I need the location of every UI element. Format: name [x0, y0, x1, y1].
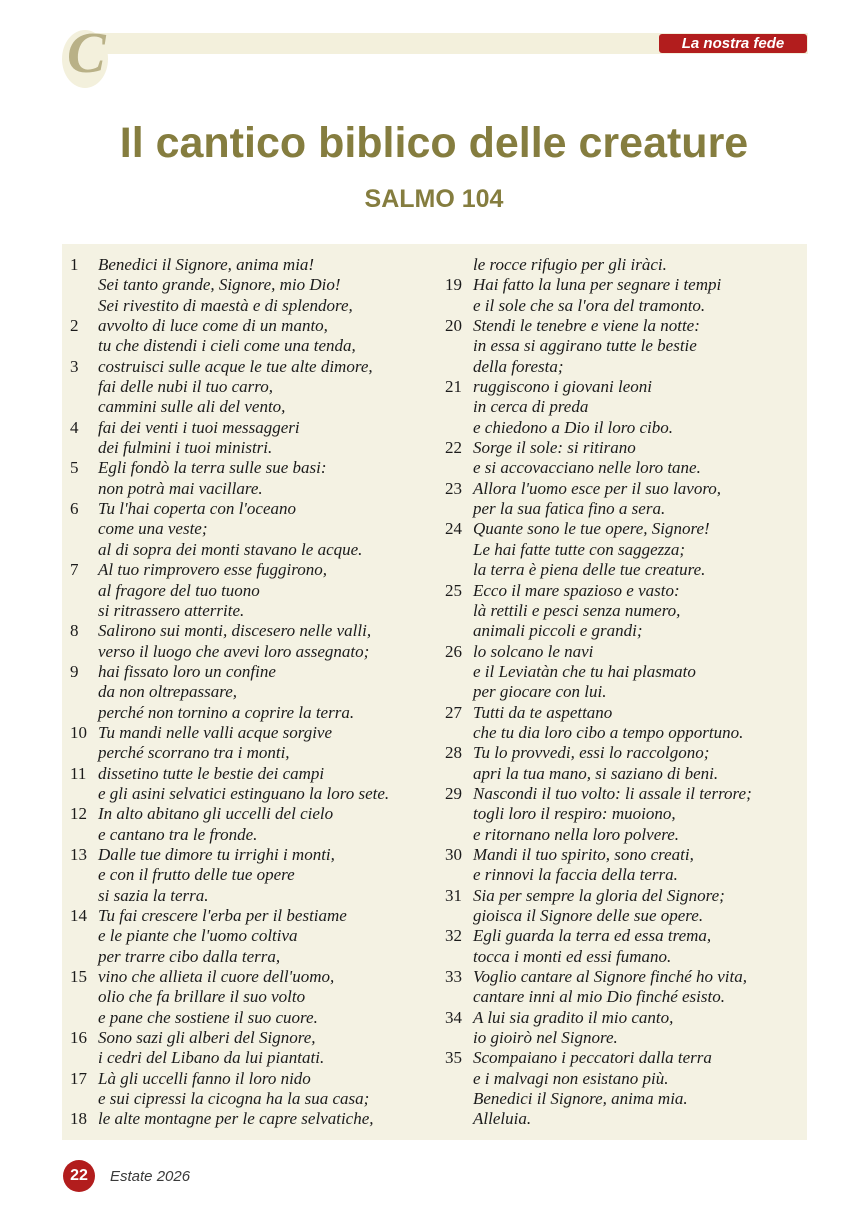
- psalm-left-column: [70, 255, 442, 1130]
- verse-number: 12: [70, 804, 87, 824]
- verse-number: 24: [445, 519, 462, 539]
- verse-text: tocca i monti ed essi fumano.: [473, 946, 672, 966]
- verse-number: 28: [445, 743, 462, 763]
- page-number: 22: [63, 1160, 95, 1192]
- verse-text: per la sua fatica fino a sera.: [473, 499, 666, 519]
- verse-number: 13: [70, 844, 87, 864]
- psalm-line: [70, 804, 442, 824]
- psalm-line: [445, 947, 805, 967]
- section-initial: C: [67, 20, 106, 85]
- verse-text: e chiedono a Dio il loro cibo.: [473, 417, 674, 437]
- verse-text: le alte montagne per le capre selvatiche,: [98, 1109, 374, 1129]
- psalm-line: [70, 479, 442, 499]
- verse-text: e le piante che l'uomo coltiva: [98, 926, 298, 946]
- verse-text: A lui sia gradito il mio canto,: [473, 1007, 674, 1027]
- psalm-line: [70, 316, 442, 336]
- verse-number: 9: [70, 661, 79, 681]
- psalm-line: [70, 499, 442, 519]
- verse-text: hai fissato loro un confine: [98, 661, 276, 681]
- psalm-line: [70, 296, 442, 316]
- verse-text: si sazia la terra.: [98, 885, 209, 905]
- verse-text: da non oltrepassare,: [98, 682, 237, 702]
- psalm-line: [70, 275, 442, 295]
- verse-text: Tu l'hai coperta con l'oceano: [98, 499, 297, 519]
- verse-text: Egli guarda la terra ed essa trema,: [473, 926, 712, 946]
- verse-text: Sorge il sole: si ritirano: [473, 438, 636, 458]
- verse-text: non potrà mai vacillare.: [98, 478, 263, 498]
- verse-text: lo solcano le navi: [473, 641, 594, 661]
- psalm-line: [445, 662, 805, 682]
- psalm-line: [445, 601, 805, 621]
- verse-text: e il sole che sa l'ora del tramonto.: [473, 295, 706, 315]
- psalm-line: [70, 377, 442, 397]
- verse-number: 4: [70, 417, 79, 437]
- verse-number: 6: [70, 499, 79, 519]
- verse-number: 22: [445, 438, 462, 458]
- verse-text: e pane che sostiene il suo cuore.: [98, 1007, 318, 1027]
- verse-text: Tutti da te aspettano: [473, 702, 613, 722]
- verse-text: olio che fa brillare il suo volto: [98, 987, 306, 1007]
- verse-number: 18: [70, 1109, 87, 1129]
- psalm-line: [445, 1008, 805, 1028]
- psalm-line: [445, 377, 805, 397]
- psalm-line: [70, 1028, 442, 1048]
- psalm-line: [70, 621, 442, 641]
- psalm-line: [70, 336, 442, 356]
- page-title: Il cantico biblico delle creature: [119, 119, 749, 167]
- verse-text: Al tuo rimprovero esse fuggirono,: [98, 560, 328, 580]
- verse-text: come una veste;: [98, 519, 208, 539]
- psalm-line: [445, 1069, 805, 1089]
- psalm-line: [70, 967, 442, 987]
- psalm-line: [445, 1028, 805, 1048]
- issue-label: Estate 2026: [110, 1168, 191, 1185]
- psalm-line: [70, 865, 442, 885]
- psalm-line: [70, 947, 442, 967]
- verse-text: per giocare con lui.: [473, 682, 607, 702]
- verse-text: In alto abitano gli uccelli del cielo: [98, 804, 334, 824]
- verse-text: Sono sazi gli alberi del Signore,: [98, 1028, 316, 1048]
- psalm-line: [70, 1109, 442, 1129]
- verse-text: per trarre cibo dalla terra,: [98, 946, 281, 966]
- psalm-line: [445, 296, 805, 316]
- psalm-line: [445, 275, 805, 295]
- psalm-line: [445, 357, 805, 377]
- verse-text: e con il frutto delle tue opere: [98, 865, 295, 885]
- psalm-line: [70, 581, 442, 601]
- psalm-line: [70, 987, 442, 1007]
- psalm-line: [445, 1089, 805, 1109]
- verse-text: costruisci sulle acque le tue alte dimore,: [98, 356, 373, 376]
- psalm-line: [70, 418, 442, 438]
- psalm-line: [445, 845, 805, 865]
- verse-number: 3: [70, 356, 79, 376]
- verse-number: 1: [70, 255, 79, 274]
- psalm-line: [445, 743, 805, 763]
- psalm-line: [445, 418, 805, 438]
- verse-text: Tu mandi nelle valli acque sorgive: [98, 722, 333, 742]
- verse-text: verso il luogo che avevi loro assegnato;: [98, 641, 370, 661]
- psalm-line: [445, 519, 805, 539]
- psalm-line: [70, 540, 442, 560]
- verse-number: 31: [445, 885, 462, 905]
- verse-number: 25: [445, 580, 462, 600]
- verse-text: Tu lo provvedi, essi lo raccolgono;: [473, 743, 710, 763]
- psalm-line: [445, 336, 805, 356]
- psalm-line: [445, 1109, 805, 1129]
- verse-text: animali piccoli e grandi;: [473, 621, 643, 641]
- psalm-line: [70, 1008, 442, 1028]
- psalm-line: [70, 845, 442, 865]
- verse-text: tu che distendi i cieli come una tenda,: [98, 336, 356, 356]
- verse-text: Sei rivestito di maestà e di splendore,: [98, 295, 353, 315]
- psalm-line: [70, 723, 442, 743]
- psalm-line: [445, 479, 805, 499]
- verse-number: 16: [70, 1028, 87, 1048]
- psalm-line: [445, 458, 805, 478]
- verse-text: e rinnovi la faccia della terra.: [473, 865, 678, 885]
- psalm-line: [70, 642, 442, 662]
- verse-text: Stendi le tenebre e viene la notte:: [473, 316, 700, 336]
- verse-text: cammini sulle ali del vento,: [98, 397, 286, 417]
- psalm-line: [70, 357, 442, 377]
- psalm-line: [445, 804, 805, 824]
- psalm-line: [70, 1048, 442, 1068]
- psalm-line: [70, 784, 442, 804]
- verse-text: avvolto di luce come di un manto,: [98, 316, 328, 336]
- psalm-line: [445, 682, 805, 702]
- verse-number: 23: [445, 478, 462, 498]
- psalm-line: [445, 255, 805, 275]
- verse-text: Nascondi il tuo volto: li assale il terrore;: [473, 783, 752, 803]
- psalm-line: [445, 784, 805, 804]
- psalm-line: [445, 438, 805, 458]
- psalm-line: [445, 560, 805, 580]
- verse-number: 35: [445, 1048, 462, 1068]
- verse-number: 32: [445, 926, 462, 946]
- verse-text: Benedici il Signore, anima mia!: [98, 255, 315, 274]
- verse-text: cantare inni al mio Dio finché esisto.: [473, 987, 725, 1007]
- verse-text: Benedici il Signore, anima mia.: [473, 1089, 688, 1109]
- verse-number: 29: [445, 783, 462, 803]
- psalm-line: [445, 865, 805, 885]
- psalm-line: [445, 703, 805, 723]
- verse-text: e si accovacciano nelle loro tane.: [473, 458, 701, 478]
- psalm-line: [70, 560, 442, 580]
- verse-text: della foresta;: [473, 356, 564, 376]
- verse-text: la terra è piena delle tue creature.: [473, 560, 706, 580]
- verse-text: Quante sono le tue opere, Signore!: [473, 519, 710, 539]
- verse-text: Dalle tue dimore tu irrighi i monti,: [98, 844, 335, 864]
- verse-text: e cantano tra le fronde.: [98, 824, 258, 844]
- psalm-line: [445, 906, 805, 926]
- psalm-line: [445, 764, 805, 784]
- verse-text: Ecco il mare spazioso e vasto:: [473, 580, 680, 600]
- verse-text: e ritornano nella loro polvere.: [473, 824, 680, 844]
- verse-text: Allora l'uomo esce per il suo lavoro,: [473, 478, 722, 498]
- psalm-line: [445, 397, 805, 417]
- verse-number: 8: [70, 621, 79, 641]
- verse-text: là rettili e pesci senza numero,: [473, 600, 681, 620]
- verse-text: Là gli uccelli fanno il loro nido: [98, 1068, 311, 1088]
- psalm-line: [70, 703, 442, 723]
- verse-text: perché non tornino a coprire la terra.: [98, 702, 355, 722]
- psalm-line: [445, 621, 805, 641]
- psalm-line: [445, 987, 805, 1007]
- verse-number: 30: [445, 844, 462, 864]
- psalm-line: [70, 825, 442, 845]
- psalm-line: [70, 397, 442, 417]
- psalm-line: [70, 926, 442, 946]
- verse-text: Egli fondò la terra sulle sue basi:: [98, 458, 327, 478]
- verse-text: si ritrassero atterrite.: [98, 600, 245, 620]
- verse-number: 5: [70, 458, 79, 478]
- verse-number: 11: [70, 763, 87, 783]
- verse-text: al fragore del tuo tuono: [98, 580, 260, 600]
- verse-text: dei fulmini i tuoi ministri.: [98, 438, 273, 458]
- psalm-line: [445, 967, 805, 987]
- psalm-line: [445, 540, 805, 560]
- verse-text: Mandi il tuo spirito, sono creati,: [473, 844, 694, 864]
- psalm-line: [70, 1089, 442, 1109]
- verse-text: Salirono sui monti, discesero nelle valli,: [98, 621, 372, 641]
- verse-text: in essa si aggirano tutte le bestie: [473, 336, 697, 356]
- verse-number: 15: [70, 967, 87, 987]
- verse-text: e gli asini selvatici estinguano la loro sete.: [98, 783, 390, 803]
- verse-text: Le hai fatte tutte con saggezza;: [473, 539, 686, 559]
- verse-number: 10: [70, 722, 87, 742]
- verse-text: dissetino tutte le bestie dei campi: [98, 763, 325, 783]
- verse-text: al di sopra dei monti stavano le acque.: [98, 539, 363, 559]
- page-subtitle: SALMO 104: [364, 185, 504, 213]
- verse-text: in cerca di preda: [473, 397, 589, 417]
- verse-text: Voglio cantare al Signore finché ho vita,: [473, 967, 748, 987]
- verse-number: 26: [445, 641, 462, 661]
- verse-text: vino che allieta il cuore dell'uomo,: [98, 967, 335, 987]
- verse-text: e il Leviatàn che tu hai plasmato: [473, 661, 696, 681]
- verse-text: fai delle nubi il tuo carro,: [98, 377, 274, 397]
- verse-number: 7: [70, 560, 79, 580]
- psalm-line: [445, 723, 805, 743]
- verse-number: 34: [445, 1007, 462, 1027]
- section-initial-badge: [62, 20, 108, 88]
- verse-number: 2: [70, 316, 79, 336]
- psalm-line: [445, 642, 805, 662]
- verse-text: e sui cipressi la cicogna ha la sua casa;: [98, 1089, 370, 1109]
- psalm-line: [445, 886, 805, 906]
- psalm-line: [70, 438, 442, 458]
- verse-number: 14: [70, 906, 87, 925]
- verse-text: che tu dia loro cibo a tempo opportuno.: [473, 722, 744, 742]
- verse-text: e i malvagi non esistano più.: [473, 1068, 669, 1088]
- psalm-line: [70, 743, 442, 763]
- verse-text: Sia per sempre la gloria del Signore;: [473, 885, 725, 905]
- psalm-line: [445, 926, 805, 946]
- verse-text: perché scorrano tra i monti,: [98, 743, 290, 763]
- verse-text: i cedri del Libano da lui piantati.: [98, 1048, 325, 1068]
- psalm-line: [445, 1048, 805, 1068]
- verse-text: ruggiscono i giovani leoni: [473, 377, 652, 397]
- section-tag: La nostra fede: [659, 34, 807, 53]
- verse-text: Hai fatto la luna per segnare i tempi: [473, 275, 722, 295]
- verse-text: apri la tua mano, si saziano di beni.: [473, 763, 719, 783]
- verse-number: 19: [445, 275, 462, 295]
- psalm-line: [70, 906, 442, 926]
- psalm-line: [70, 764, 442, 784]
- verse-number: 21: [445, 377, 462, 397]
- psalm-line: [70, 662, 442, 682]
- psalm-line: [445, 825, 805, 845]
- verse-text: Scompaiano i peccatori dalla terra: [473, 1048, 712, 1068]
- verse-number: 20: [445, 316, 462, 336]
- psalm-line: [70, 682, 442, 702]
- psalm-line: [445, 316, 805, 336]
- psalm-right-column: [445, 255, 805, 1130]
- psalm-line: [70, 601, 442, 621]
- psalm-line: [70, 458, 442, 478]
- verse-number: 17: [70, 1068, 87, 1088]
- verse-text: le rocce rifugio per gli iràci.: [473, 255, 667, 274]
- psalm-line: [445, 499, 805, 519]
- verse-number: 27: [445, 702, 462, 722]
- psalm-line: [70, 886, 442, 906]
- psalm-line: [70, 255, 442, 275]
- verse-text: togli loro il respiro: muoiono,: [473, 804, 676, 824]
- verse-number: 33: [445, 967, 462, 987]
- psalm-line: [70, 1069, 442, 1089]
- verse-text: io gioirò nel Signore.: [473, 1028, 618, 1048]
- verse-text: Alleluia.: [473, 1109, 532, 1129]
- verse-text: fai dei venti i tuoi messaggeri: [98, 417, 300, 437]
- psalm-line: [70, 519, 442, 539]
- verse-text: Sei tanto grande, Signore, mio Dio!: [98, 275, 341, 295]
- verse-text: Tu fai crescere l'erba per il bestiame: [98, 906, 347, 925]
- verse-text: gioisca il Signore delle sue opere.: [473, 906, 704, 925]
- psalm-line: [445, 581, 805, 601]
